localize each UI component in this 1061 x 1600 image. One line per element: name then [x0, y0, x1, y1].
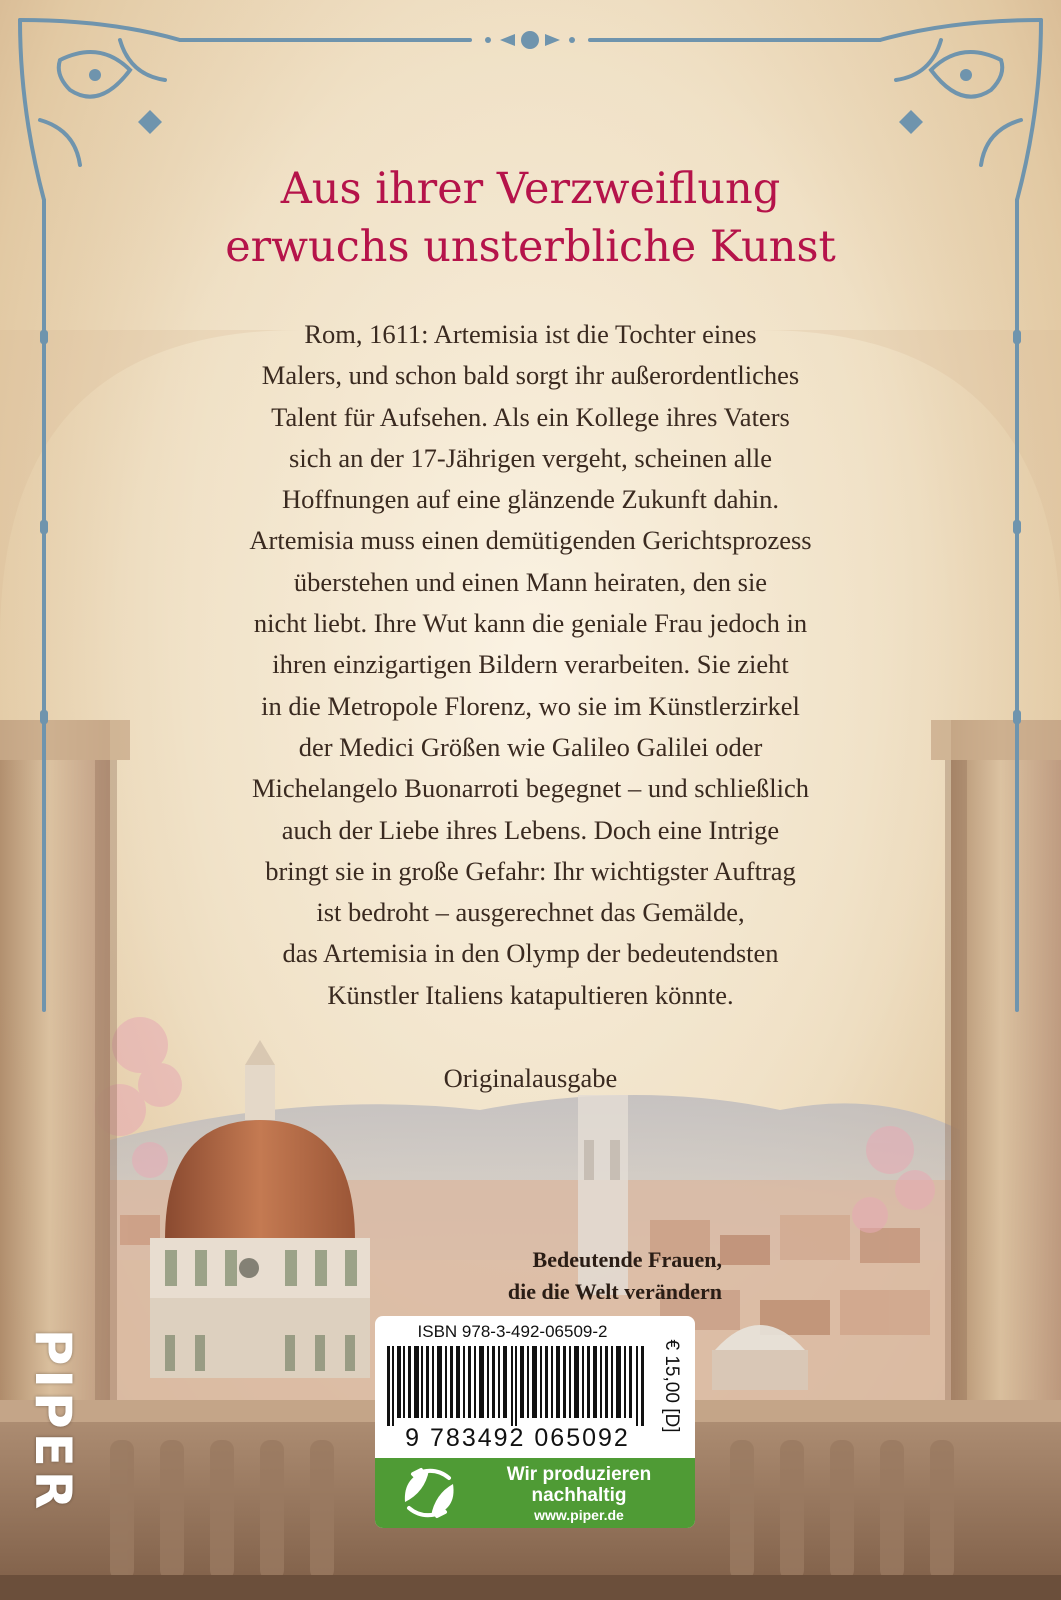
publisher-name: PIPER — [24, 1328, 82, 1514]
blurb-line: Malers, und schon bald sorgt ihr außerordentliches — [261, 360, 800, 391]
price-text: € 15,00 [D] — [660, 1339, 682, 1433]
blurb-line: Artemisia muss einen demütigenden Gerichtsprozess — [249, 525, 812, 556]
blurb-line: ist bedroht – ausgerechnet das Gemälde, — [316, 897, 745, 928]
headline-line: Aus ihrer Verzweiflung — [280, 164, 781, 214]
publisher-url: www.piper.de — [534, 1507, 624, 1523]
blurb-text — [150, 314, 911, 1016]
blurb-line: Künstler Italiens katapultieren könnte. — [327, 979, 734, 1010]
blurb-line: in die Metropole Florenz, wo sie im Künstlerzirkel — [261, 690, 800, 721]
recycle-leaves-icon — [395, 1462, 463, 1524]
headline — [0, 160, 1061, 276]
blurb-line: bringt sie in große Gefahr: Ihr wichtigster Auftrag — [265, 855, 796, 886]
barcode-block — [375, 1316, 695, 1528]
eco-badge — [375, 1458, 695, 1528]
blurb-line: Michelangelo Buonarroti begegnet – und schließlich — [251, 773, 810, 804]
isbn-label: ISBN 978-3-492-06509-2 — [417, 1322, 608, 1341]
edition-label: Originalausgabe — [443, 1063, 618, 1093]
blurb-line: der Medici Größen wie Galileo Galilei oder — [298, 731, 763, 762]
barcode-digits: 9 783492 065092 — [405, 1424, 630, 1452]
price-label — [646, 1316, 695, 1456]
blurb-line: Rom, 1611: Artemisia ist die Tochter eines — [304, 319, 757, 349]
barcode-icon — [387, 1346, 645, 1426]
blurb-line: Hoffnungen auf eine glänzende Zukunft dahin. — [282, 484, 779, 515]
blurb-line: Talent für Aufsehen. Als ein Kollege ihres Vaters — [271, 401, 790, 432]
eco-line-2: nachhaltig — [531, 1485, 627, 1506]
publisher-logo — [22, 1326, 84, 1516]
blurb-line: sich an der 17-Jährigen vergeht, scheinen alle — [289, 442, 772, 473]
series-tagline — [340, 1244, 722, 1308]
headline-line: erwuchs unsterbliche Kunst — [225, 222, 836, 272]
eco-line-1: Wir produzieren — [506, 1464, 652, 1485]
blurb-line: ihren einzigartigen Bildern verarbeiten. Sie zieht — [272, 649, 789, 680]
blurb-line: auch der Liebe ihres Lebens. Doch eine Intrige — [281, 814, 780, 845]
blurb-line: überstehen und einen Mann heiraten, den sie — [293, 566, 768, 597]
eco-badge-text — [469, 1464, 689, 1524]
blurb-line: nicht liebt. Ihre Wut kann die geniale Frau jedoch in — [253, 608, 808, 639]
blurb-line: das Artemisia in den Olymp der bedeutendsten — [282, 938, 779, 969]
series-line: Bedeutende Frauen, — [532, 1247, 722, 1272]
series-line: die die Welt verändern — [507, 1279, 722, 1304]
